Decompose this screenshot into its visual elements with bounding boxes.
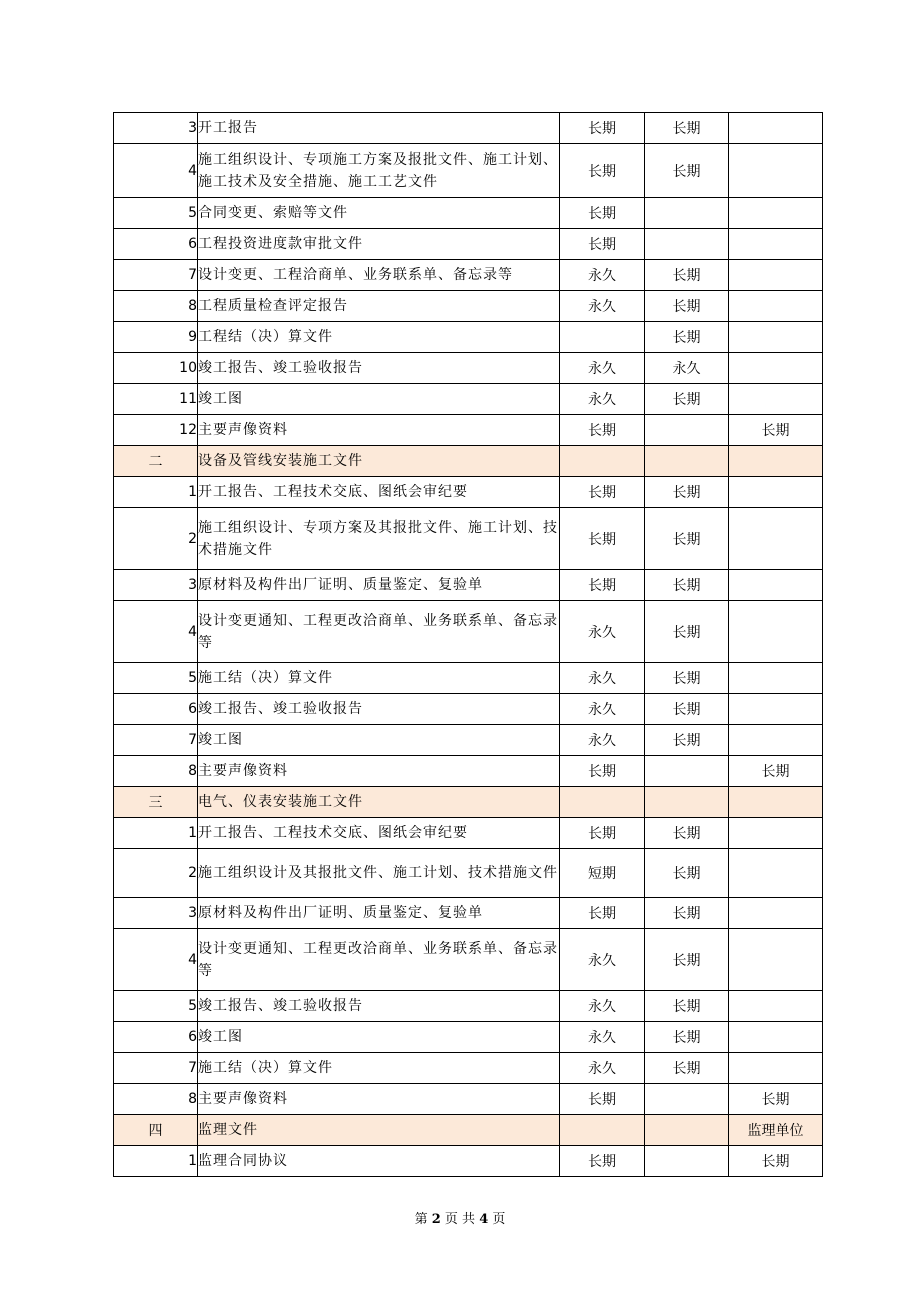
document-name-cell: 电气、仪表安装施工文件 <box>198 787 560 818</box>
retention-col3-cell <box>729 991 823 1022</box>
retention-col1-cell: 永久 <box>560 384 645 415</box>
footer-suffix: 页 <box>492 1212 506 1227</box>
document-name-cell: 施工组织设计及其报批文件、施工计划、技术措施文件 <box>198 849 560 898</box>
retention-col2-cell: 长期 <box>645 898 729 929</box>
table-row <box>114 898 823 929</box>
retention-col3-cell <box>729 260 823 291</box>
retention-col1-cell: 永久 <box>560 291 645 322</box>
table-row <box>114 756 823 787</box>
retention-col3-cell: 监理单位 <box>729 1115 823 1146</box>
document-name-cell: 施工结（决）算文件 <box>198 1053 560 1084</box>
retention-col3-cell <box>729 1022 823 1053</box>
table-row <box>114 570 823 601</box>
document-name-cell: 施工组织设计、专项方案及其报批文件、施工计划、技术措施文件 <box>198 508 560 570</box>
retention-col2-cell: 长期 <box>645 113 729 144</box>
table-row <box>114 260 823 291</box>
retention-col2-cell: 长期 <box>645 144 729 198</box>
section-row <box>114 1115 823 1146</box>
document-name-cell: 主要声像资料 <box>198 415 560 446</box>
table-row <box>114 198 823 229</box>
document-name-cell: 工程结（决）算文件 <box>198 322 560 353</box>
retention-col1-cell: 短期 <box>560 849 645 898</box>
retention-col3-cell <box>729 446 823 477</box>
retention-col2-cell: 长期 <box>645 991 729 1022</box>
retention-col1-cell <box>560 787 645 818</box>
total-page-number: 4 <box>479 1212 489 1227</box>
retention-col2-cell: 长期 <box>645 570 729 601</box>
retention-col1-cell: 长期 <box>560 198 645 229</box>
retention-col3-cell <box>729 229 823 260</box>
retention-col2-cell <box>645 198 729 229</box>
document-name-cell: 工程质量检查评定报告 <box>198 291 560 322</box>
row-number-cell: 8 <box>114 756 198 787</box>
retention-col3-cell <box>729 570 823 601</box>
retention-col1-cell: 永久 <box>560 991 645 1022</box>
row-number-cell: 5 <box>114 198 198 229</box>
retention-col1-cell: 永久 <box>560 601 645 663</box>
retention-col2-cell: 长期 <box>645 322 729 353</box>
retention-col1-cell: 长期 <box>560 1084 645 1115</box>
table-row <box>114 415 823 446</box>
retention-col2-cell: 长期 <box>645 725 729 756</box>
table-row <box>114 477 823 508</box>
document-name-cell: 竣工报告、竣工验收报告 <box>198 694 560 725</box>
row-number-cell: 3 <box>114 898 198 929</box>
row-number-cell: 1 <box>114 1146 198 1177</box>
document-name-cell: 设计变更通知、工程更改洽商单、业务联系单、备忘录等 <box>198 601 560 663</box>
table-row <box>114 991 823 1022</box>
retention-col1-cell <box>560 322 645 353</box>
table-row <box>114 663 823 694</box>
retention-col3-cell <box>729 384 823 415</box>
row-number-cell: 4 <box>114 144 198 198</box>
retention-col2-cell: 长期 <box>645 1053 729 1084</box>
row-number-cell: 8 <box>114 1084 198 1115</box>
retention-col2-cell: 长期 <box>645 260 729 291</box>
retention-col2-cell <box>645 1115 729 1146</box>
table-row <box>114 353 823 384</box>
retention-col3-cell <box>729 144 823 198</box>
retention-col1-cell: 长期 <box>560 508 645 570</box>
retention-col2-cell <box>645 1084 729 1115</box>
document-name-cell: 竣工图 <box>198 725 560 756</box>
table-row <box>114 384 823 415</box>
document-name-cell: 施工组织设计、专项施工方案及报批文件、施工计划、施工技术及安全措施、施工工艺文件 <box>198 144 560 198</box>
table-row <box>114 929 823 991</box>
row-number-cell: 3 <box>114 570 198 601</box>
section-row <box>114 787 823 818</box>
row-number-cell: 4 <box>114 601 198 663</box>
retention-col1-cell: 长期 <box>560 818 645 849</box>
row-number-cell: 10 <box>114 353 198 384</box>
retention-col3-cell <box>729 787 823 818</box>
retention-col2-cell <box>645 446 729 477</box>
retention-col1-cell: 永久 <box>560 1022 645 1053</box>
retention-col3-cell <box>729 198 823 229</box>
row-number-cell: 1 <box>114 477 198 508</box>
row-number-cell: 7 <box>114 1053 198 1084</box>
table-row <box>114 725 823 756</box>
retention-col3-cell <box>729 694 823 725</box>
table-row <box>114 508 823 570</box>
document-name-cell: 原材料及构件出厂证明、质量鉴定、复验单 <box>198 570 560 601</box>
document-name-cell: 主要声像资料 <box>198 756 560 787</box>
retention-col3-cell <box>729 1053 823 1084</box>
retention-col3-cell <box>729 818 823 849</box>
retention-col1-cell: 永久 <box>560 694 645 725</box>
row-number-cell: 12 <box>114 415 198 446</box>
document-name-cell: 设计变更通知、工程更改洽商单、业务联系单、备忘录等 <box>198 929 560 991</box>
retention-col3-cell <box>729 113 823 144</box>
section-row <box>114 446 823 477</box>
row-number-cell: 6 <box>114 694 198 725</box>
table-row <box>114 818 823 849</box>
retention-col2-cell: 长期 <box>645 477 729 508</box>
current-page-number: 2 <box>431 1212 441 1227</box>
retention-col2-cell: 长期 <box>645 291 729 322</box>
retention-col2-cell: 永久 <box>645 353 729 384</box>
document-name-cell: 设备及管线安装施工文件 <box>198 446 560 477</box>
retention-col3-cell <box>729 291 823 322</box>
table-row <box>114 291 823 322</box>
retention-col3-cell <box>729 353 823 384</box>
row-number-cell: 三 <box>114 787 198 818</box>
document-name-cell: 监理合同协议 <box>198 1146 560 1177</box>
retention-col3-cell <box>729 601 823 663</box>
retention-col3-cell <box>729 663 823 694</box>
document-name-cell: 原材料及构件出厂证明、质量鉴定、复验单 <box>198 898 560 929</box>
row-number-cell: 6 <box>114 229 198 260</box>
retention-col1-cell: 长期 <box>560 113 645 144</box>
footer-prefix: 第 <box>414 1212 428 1227</box>
retention-col1-cell: 永久 <box>560 353 645 384</box>
retention-col2-cell: 长期 <box>645 694 729 725</box>
document-name-cell: 竣工图 <box>198 384 560 415</box>
row-number-cell: 7 <box>114 725 198 756</box>
table-row <box>114 1022 823 1053</box>
retention-col3-cell: 长期 <box>729 1084 823 1115</box>
retention-col1-cell: 长期 <box>560 1146 645 1177</box>
row-number-cell: 四 <box>114 1115 198 1146</box>
row-number-cell: 2 <box>114 508 198 570</box>
row-number-cell: 7 <box>114 260 198 291</box>
table-row <box>114 601 823 663</box>
retention-col3-cell <box>729 849 823 898</box>
document-name-cell: 竣工报告、竣工验收报告 <box>198 353 560 384</box>
table-row <box>114 1084 823 1115</box>
table-row <box>114 229 823 260</box>
table-row <box>114 322 823 353</box>
retention-col1-cell: 永久 <box>560 260 645 291</box>
retention-col1-cell: 长期 <box>560 144 645 198</box>
table-row <box>114 694 823 725</box>
retention-col2-cell <box>645 229 729 260</box>
row-number-cell: 3 <box>114 113 198 144</box>
retention-col3-cell <box>729 508 823 570</box>
retention-col2-cell: 长期 <box>645 601 729 663</box>
retention-col2-cell: 长期 <box>645 384 729 415</box>
retention-col1-cell: 长期 <box>560 415 645 446</box>
retention-col2-cell: 长期 <box>645 663 729 694</box>
retention-col2-cell: 长期 <box>645 508 729 570</box>
retention-col3-cell: 长期 <box>729 756 823 787</box>
retention-col2-cell <box>645 1146 729 1177</box>
document-name-cell: 开工报告 <box>198 113 560 144</box>
table-row <box>114 144 823 198</box>
retention-col1-cell: 永久 <box>560 929 645 991</box>
retention-col1-cell: 永久 <box>560 725 645 756</box>
row-number-cell: 4 <box>114 929 198 991</box>
retention-col2-cell <box>645 787 729 818</box>
page-footer <box>0 1208 920 1227</box>
row-number-cell: 9 <box>114 322 198 353</box>
document-name-cell: 设计变更、工程洽商单、业务联系单、备忘录等 <box>198 260 560 291</box>
retention-col2-cell <box>645 415 729 446</box>
retention-col2-cell: 长期 <box>645 929 729 991</box>
document-name-cell: 主要声像资料 <box>198 1084 560 1115</box>
row-number-cell: 2 <box>114 849 198 898</box>
document-name-cell: 监理文件 <box>198 1115 560 1146</box>
row-number-cell: 5 <box>114 663 198 694</box>
retention-col3-cell: 长期 <box>729 1146 823 1177</box>
retention-col2-cell: 长期 <box>645 818 729 849</box>
retention-col1-cell: 长期 <box>560 756 645 787</box>
retention-col3-cell <box>729 477 823 508</box>
document-name-cell: 竣工报告、竣工验收报告 <box>198 991 560 1022</box>
table-row <box>114 113 823 144</box>
retention-col1-cell: 长期 <box>560 898 645 929</box>
table-row <box>114 1053 823 1084</box>
row-number-cell: 8 <box>114 291 198 322</box>
retention-col2-cell: 长期 <box>645 849 729 898</box>
document-name-cell: 开工报告、工程技术交底、图纸会审纪要 <box>198 818 560 849</box>
retention-col2-cell <box>645 756 729 787</box>
row-number-cell: 二 <box>114 446 198 477</box>
table-row <box>114 1146 823 1177</box>
retention-col1-cell <box>560 446 645 477</box>
document-name-cell: 开工报告、工程技术交底、图纸会审纪要 <box>198 477 560 508</box>
retention-col3-cell: 长期 <box>729 415 823 446</box>
retention-col3-cell <box>729 929 823 991</box>
document-name-cell: 施工结（决）算文件 <box>198 663 560 694</box>
retention-col2-cell: 长期 <box>645 1022 729 1053</box>
document-name-cell: 工程投资进度款审批文件 <box>198 229 560 260</box>
retention-col1-cell: 长期 <box>560 477 645 508</box>
footer-middle: 页 共 <box>444 1212 476 1227</box>
retention-col1-cell: 永久 <box>560 663 645 694</box>
row-number-cell: 5 <box>114 991 198 1022</box>
row-number-cell: 11 <box>114 384 198 415</box>
retention-col3-cell <box>729 898 823 929</box>
retention-col1-cell: 永久 <box>560 1053 645 1084</box>
retention-col1-cell: 长期 <box>560 570 645 601</box>
row-number-cell: 6 <box>114 1022 198 1053</box>
document-name-cell: 合同变更、索赔等文件 <box>198 198 560 229</box>
retention-col3-cell <box>729 725 823 756</box>
document-name-cell: 竣工图 <box>198 1022 560 1053</box>
table-row <box>114 849 823 898</box>
retention-col1-cell: 长期 <box>560 229 645 260</box>
archive-retention-table <box>113 112 823 1177</box>
retention-col1-cell <box>560 1115 645 1146</box>
row-number-cell: 1 <box>114 818 198 849</box>
retention-col3-cell <box>729 322 823 353</box>
